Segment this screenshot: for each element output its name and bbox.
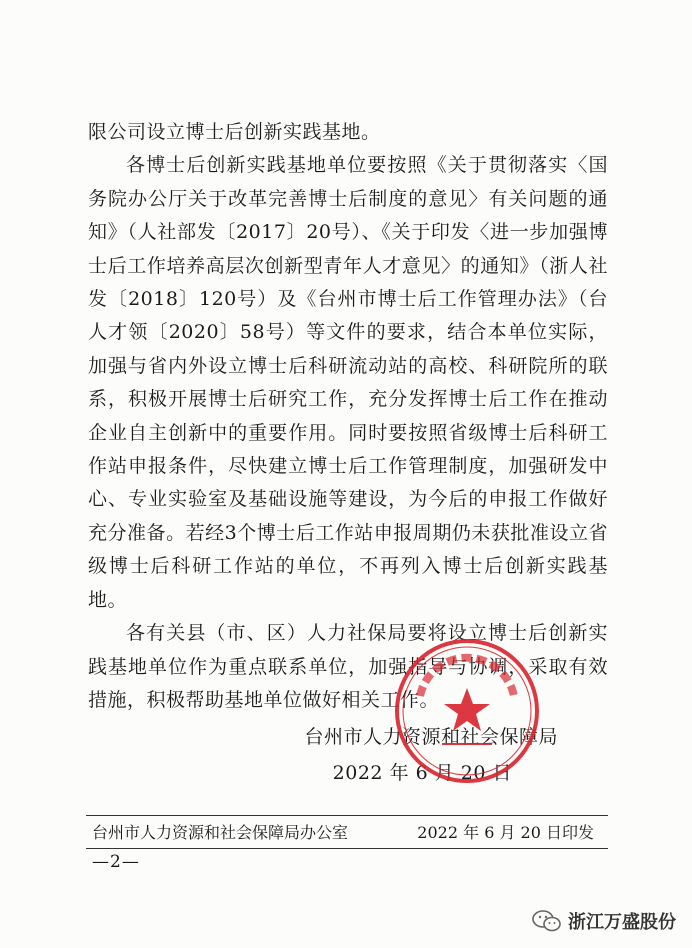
wechat-icon xyxy=(532,909,562,933)
official-seal-icon xyxy=(392,636,542,786)
paragraph-requirements: 各博士后创新实践基地单位要按照《关于贯彻落实〈国务院办公厅关于改革完善博士后制度的意见〉有关问题的通知》（人社部发〔2017〕20号）、《关于印发〈进一步加强博士后工作培养高层次创新型青年人才意见〉的通知》（浙人社发〔2018〕120号）及《台州市博士后工作管理办法》（台人才领〔2020〕58号）等文件的要求，结合本单位实际，加强与省内外设立博士后科研流动站的高校、科研院所的联系，积极开展博士后研究工作，充分发挥博士后工作在推动企业自主创新中的重要作用。同时要按照省级博士后科研工作站申报条件，尽快建立博士后工作管理制度，加强研发中心、专业实验室及基础设施等建设，为今后的申报工作做好充分准备。若经3个博士后工作站申报周期仍未获批准设立省级博士后科研工作站的单位，不再列入博士后创新实践基地。 xyxy=(88,154,608,611)
document-body xyxy=(88,116,608,717)
signature-date: 2022 年 6 月 20 日 xyxy=(332,762,512,784)
paragraph-county-bureaus: 各有关县（市、区）人力社保局要将设立博士后创新实践基地单位作为重点联系单位，加强指导与协调，采取有效措施，积极帮助基地单位做好相关工作。 xyxy=(88,622,608,711)
watermark-text: 浙江万盛股份 xyxy=(568,912,676,933)
footer-issue-date: 2022 年 6 月 20 日印发 xyxy=(417,823,594,842)
signature-organization: 台州市人力资源和社会保障局 xyxy=(304,726,558,748)
watermark xyxy=(532,908,676,934)
footer-top-rule xyxy=(86,815,608,816)
paragraph-continuation: 限公司设立博士后创新实践基地。 xyxy=(88,121,381,143)
footer-issuer: 台州市人力资源和社会保障局办公室 xyxy=(92,823,349,842)
signature-block xyxy=(0,722,692,792)
page-number: —2— xyxy=(92,852,140,872)
footer-bottom-rule xyxy=(86,848,608,849)
